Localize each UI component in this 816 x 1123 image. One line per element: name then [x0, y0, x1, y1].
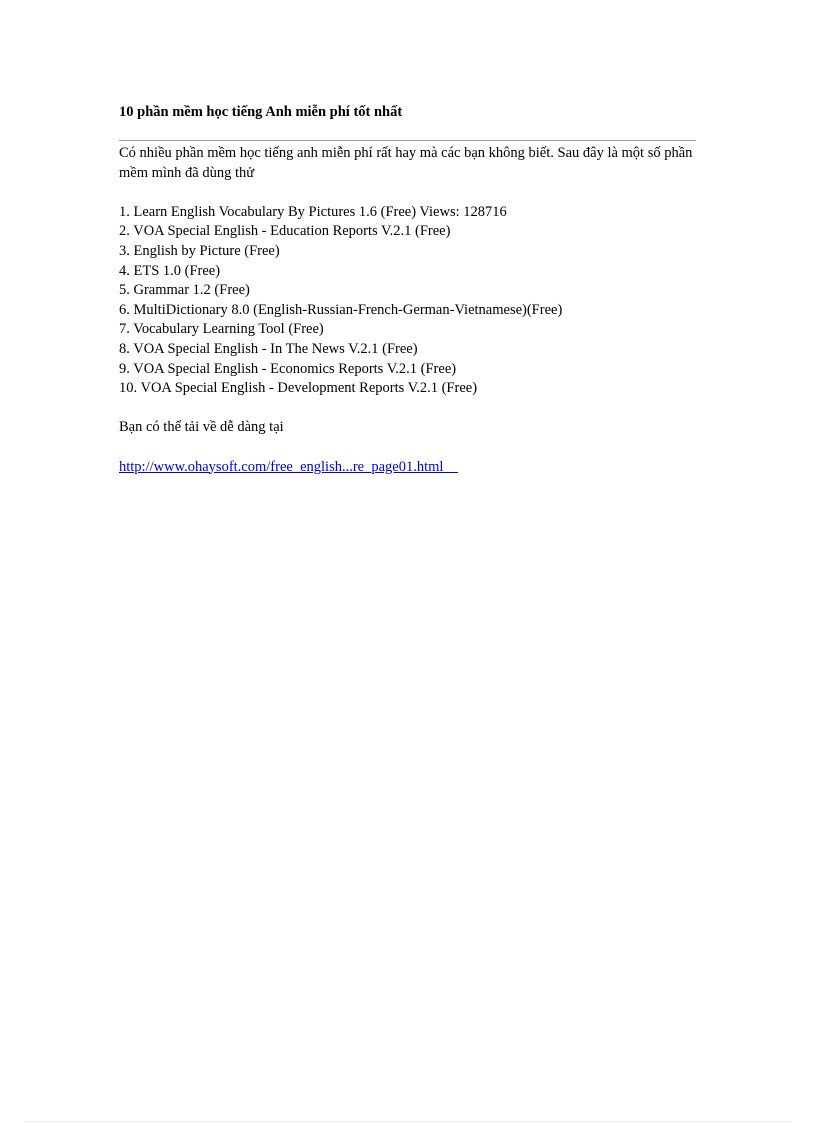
download-text: Bạn có thể tải về dễ dàng tại: [119, 419, 284, 436]
list-item: 5. Grammar 1.2 (Free): [119, 282, 250, 299]
software-list: [119, 203, 699, 399]
document-body: [119, 144, 699, 477]
list-item: 7. Vocabulary Learning Tool (Free): [119, 321, 324, 338]
document-title: 10 phần mềm học tiếng Anh miễn phí tốt nhất: [119, 104, 403, 120]
list-item: 3. English by Picture (Free): [119, 242, 280, 259]
title-divider: [119, 140, 696, 141]
list-item: 10. VOA Special English - Development Reports V.2.1 (Free): [119, 380, 478, 397]
download-link[interactable]: http://www.ohaysoft.com/free_english...re_page01.html: [119, 458, 458, 475]
page-bottom-border: [24, 1121, 792, 1122]
list-item: 2. VOA Special English - Education Reports V.2.1 (Free): [119, 223, 451, 240]
intro-paragraph: Có nhiều phần mềm học tiếng anh miễn phí rất hay mà các bạn không biết. Sau đây là một số phần mềm mình đã dùng thử: [119, 145, 693, 181]
list-item: 1. Learn English Vocabulary By Pictures 1.6 (Free) Views: 128716: [119, 203, 507, 220]
list-item: 6. MultiDictionary 8.0 (English-Russian-French-German-Vietnamese)(Free): [119, 301, 563, 318]
list-item: 8. VOA Special English - In The News V.2.1 (Free): [119, 340, 418, 357]
link-paragraph: [119, 458, 699, 478]
list-item: 4. ETS 1.0 (Free): [119, 262, 221, 279]
list-item: 9. VOA Special English - Economics Reports V.2.1 (Free): [119, 360, 457, 377]
